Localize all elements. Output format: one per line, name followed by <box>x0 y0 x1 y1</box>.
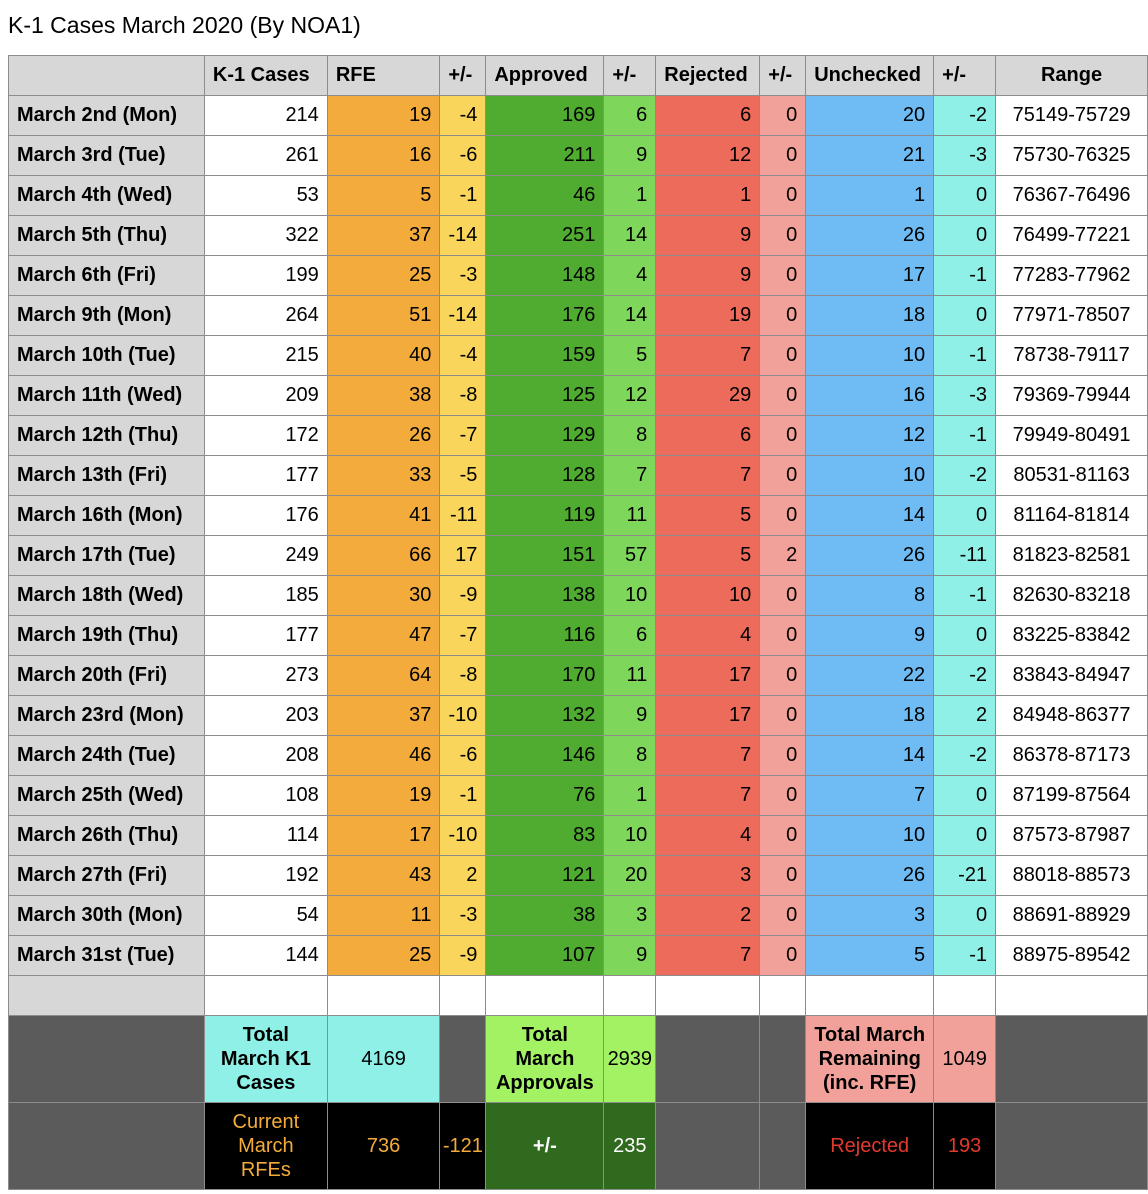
cases-cell: 54 <box>204 896 327 936</box>
rfe-cell: 26 <box>327 416 440 456</box>
rfe-cell: 37 <box>327 216 440 256</box>
rfe-delta-cell: -4 <box>440 336 486 376</box>
rejected-delta-cell: 0 <box>760 256 806 296</box>
approved-cell: 169 <box>486 96 604 136</box>
unchecked-delta-cell: 0 <box>934 616 996 656</box>
day-cell: March 4th (Wed) <box>9 176 205 216</box>
rejected-cell: 7 <box>656 336 760 376</box>
table-row <box>9 576 1148 616</box>
rejected-cell: 9 <box>656 216 760 256</box>
unchecked-cell: 21 <box>806 136 934 176</box>
cases-cell: 273 <box>204 656 327 696</box>
approved-cell: 148 <box>486 256 604 296</box>
cases-cell: 208 <box>204 736 327 776</box>
range-cell: 81823-82581 <box>996 536 1148 576</box>
rejected-delta-cell: 0 <box>760 816 806 856</box>
rfe-delta-cell: -11 <box>440 496 486 536</box>
unchecked-cell: 17 <box>806 256 934 296</box>
cases-cell: 108 <box>204 776 327 816</box>
table-row <box>9 216 1148 256</box>
unchecked-cell: 14 <box>806 496 934 536</box>
unchecked-cell: 18 <box>806 296 934 336</box>
table-row <box>9 296 1148 336</box>
rfe-cell: 37 <box>327 696 440 736</box>
day-cell: March 3rd (Tue) <box>9 136 205 176</box>
approved-delta-cell: 20 <box>604 856 656 896</box>
rfe-cell: 25 <box>327 256 440 296</box>
approved-delta-cell: 8 <box>604 736 656 776</box>
range-cell: 88691-88929 <box>996 896 1148 936</box>
rejected-delta-cell: 0 <box>760 336 806 376</box>
rfe-delta-cell: -1 <box>440 776 486 816</box>
header-cases: K-1 Cases <box>204 56 327 96</box>
rfe-cell: 19 <box>327 776 440 816</box>
unchecked-cell: 3 <box>806 896 934 936</box>
approved-delta-cell: 14 <box>604 296 656 336</box>
day-cell: March 23rd (Mon) <box>9 696 205 736</box>
unchecked-delta-cell: -2 <box>934 96 996 136</box>
day-cell: March 6th (Fri) <box>9 256 205 296</box>
rejected-delta-cell: 0 <box>760 496 806 536</box>
rfe-cell: 17 <box>327 816 440 856</box>
unchecked-delta-cell: -2 <box>934 736 996 776</box>
rfe-delta-cell: -6 <box>440 136 486 176</box>
unchecked-delta-cell: 0 <box>934 296 996 336</box>
rejected-cell: 6 <box>656 416 760 456</box>
rfe-delta-cell: -8 <box>440 656 486 696</box>
unchecked-cell: 5 <box>806 936 934 976</box>
approved-cell: 125 <box>486 376 604 416</box>
day-cell: March 20th (Fri) <box>9 656 205 696</box>
unchecked-cell: 10 <box>806 816 934 856</box>
approved-cell: 76 <box>486 776 604 816</box>
range-cell: 81164-81814 <box>996 496 1148 536</box>
rfe-delta-cell: -14 <box>440 216 486 256</box>
rejected-delta-cell: 0 <box>760 456 806 496</box>
rfe-delta-cell: -5 <box>440 456 486 496</box>
unchecked-delta-cell: -2 <box>934 656 996 696</box>
rejected-delta-cell: 0 <box>760 736 806 776</box>
table-row <box>9 256 1148 296</box>
unchecked-delta-cell: 0 <box>934 216 996 256</box>
total-approvals-value: 2939 <box>604 1016 656 1103</box>
rejected-value: 193 <box>934 1103 996 1190</box>
approved-cell: 151 <box>486 536 604 576</box>
range-cell: 77283-77962 <box>996 256 1148 296</box>
unchecked-cell: 10 <box>806 456 934 496</box>
approved-delta-cell: 11 <box>604 656 656 696</box>
header-day <box>9 56 205 96</box>
rfe-delta-cell: -4 <box>440 96 486 136</box>
range-cell: 76499-77221 <box>996 216 1148 256</box>
rejected-cell: 1 <box>656 176 760 216</box>
unchecked-delta-cell: 0 <box>934 776 996 816</box>
approved-cell: 121 <box>486 856 604 896</box>
page-title: K-1 Cases March 2020 (By NOA1) <box>8 12 361 38</box>
range-cell: 82630-83218 <box>996 576 1148 616</box>
total-approvals-label: Total March Approvals <box>486 1016 604 1103</box>
current-row <box>9 1103 1148 1190</box>
approved-cell: 46 <box>486 176 604 216</box>
cases-cell: 172 <box>204 416 327 456</box>
rejected-delta-cell: 0 <box>760 296 806 336</box>
rejected-cell: 4 <box>656 616 760 656</box>
unchecked-delta-cell: 0 <box>934 496 996 536</box>
approved-delta-cell: 3 <box>604 896 656 936</box>
table-row <box>9 536 1148 576</box>
day-cell: March 5th (Thu) <box>9 216 205 256</box>
cases-cell: 209 <box>204 376 327 416</box>
approved-cell: 128 <box>486 456 604 496</box>
table-row <box>9 776 1148 816</box>
approved-delta-cell: 7 <box>604 456 656 496</box>
day-cell: March 26th (Thu) <box>9 816 205 856</box>
approvals-delta-label: +/- <box>486 1103 604 1190</box>
unchecked-delta-cell: -2 <box>934 456 996 496</box>
cases-cell: 322 <box>204 216 327 256</box>
rejected-delta-cell: 0 <box>760 776 806 816</box>
range-cell: 83843-84947 <box>996 656 1148 696</box>
range-cell: 83225-83842 <box>996 616 1148 656</box>
approved-delta-cell: 6 <box>604 96 656 136</box>
table-row <box>9 456 1148 496</box>
cases-cell: 249 <box>204 536 327 576</box>
day-cell: March 25th (Wed) <box>9 776 205 816</box>
rejected-cell: 17 <box>656 656 760 696</box>
range-cell: 76367-76496 <box>996 176 1148 216</box>
cases-cell: 215 <box>204 336 327 376</box>
range-cell: 80531-81163 <box>996 456 1148 496</box>
rejected-cell: 7 <box>656 776 760 816</box>
day-cell: March 9th (Mon) <box>9 296 205 336</box>
unchecked-cell: 12 <box>806 416 934 456</box>
rejected-cell: 12 <box>656 136 760 176</box>
day-cell: March 2nd (Mon) <box>9 96 205 136</box>
rfe-cell: 16 <box>327 136 440 176</box>
day-cell: March 13th (Fri) <box>9 456 205 496</box>
unchecked-delta-cell: -21 <box>934 856 996 896</box>
approved-cell: 129 <box>486 416 604 456</box>
unchecked-delta-cell: 0 <box>934 896 996 936</box>
cases-cell: 176 <box>204 496 327 536</box>
unchecked-delta-cell: -3 <box>934 376 996 416</box>
approved-delta-cell: 57 <box>604 536 656 576</box>
rfe-cell: 30 <box>327 576 440 616</box>
approved-delta-cell: 5 <box>604 336 656 376</box>
unchecked-delta-cell: -1 <box>934 256 996 296</box>
range-cell: 75730-76325 <box>996 136 1148 176</box>
approved-delta-cell: 1 <box>604 776 656 816</box>
approved-delta-cell: 9 <box>604 696 656 736</box>
approved-delta-cell: 4 <box>604 256 656 296</box>
header-unchecked: Unchecked <box>806 56 934 96</box>
rfe-cell: 25 <box>327 936 440 976</box>
table-row <box>9 416 1148 456</box>
current-rfes-label: Current March RFEs <box>204 1103 327 1190</box>
rfe-cell: 64 <box>327 656 440 696</box>
rfe-delta-cell: 17 <box>440 536 486 576</box>
table-row <box>9 896 1148 936</box>
range-cell: 87199-87564 <box>996 776 1148 816</box>
rfe-delta-cell: -9 <box>440 936 486 976</box>
range-cell: 75149-75729 <box>996 96 1148 136</box>
header-approved-delta: +/- <box>604 56 656 96</box>
approved-delta-cell: 11 <box>604 496 656 536</box>
approved-delta-cell: 12 <box>604 376 656 416</box>
rejected-cell: 19 <box>656 296 760 336</box>
rfe-delta-cell: -7 <box>440 416 486 456</box>
table-row <box>9 936 1148 976</box>
table-row <box>9 616 1148 656</box>
rejected-delta-cell: 0 <box>760 856 806 896</box>
table-row <box>9 176 1148 216</box>
rejected-delta-cell: 0 <box>760 576 806 616</box>
header-rejected: Rejected <box>656 56 760 96</box>
total-cases-label: Total March K1 Cases <box>204 1016 327 1103</box>
unchecked-cell: 18 <box>806 696 934 736</box>
approvals-delta-value: 235 <box>604 1103 656 1190</box>
rejected-delta-cell: 0 <box>760 616 806 656</box>
cases-cell: 214 <box>204 96 327 136</box>
rfe-cell: 66 <box>327 536 440 576</box>
day-cell: March 18th (Wed) <box>9 576 205 616</box>
range-cell: 88975-89542 <box>996 936 1148 976</box>
rfe-delta-cell: -3 <box>440 896 486 936</box>
header-range: Range <box>996 56 1148 96</box>
cases-cell: 53 <box>204 176 327 216</box>
unchecked-cell: 26 <box>806 856 934 896</box>
rfe-cell: 19 <box>327 96 440 136</box>
day-cell: March 16th (Mon) <box>9 496 205 536</box>
rejected-delta-cell: 0 <box>760 696 806 736</box>
approved-delta-cell: 8 <box>604 416 656 456</box>
cases-cell: 177 <box>204 456 327 496</box>
approved-delta-cell: 10 <box>604 576 656 616</box>
unchecked-cell: 22 <box>806 656 934 696</box>
unchecked-cell: 16 <box>806 376 934 416</box>
approved-cell: 119 <box>486 496 604 536</box>
range-cell: 86378-87173 <box>996 736 1148 776</box>
rejected-cell: 9 <box>656 256 760 296</box>
unchecked-delta-cell: -3 <box>934 136 996 176</box>
day-cell: March 12th (Thu) <box>9 416 205 456</box>
unchecked-cell: 10 <box>806 336 934 376</box>
rfe-delta-cell: -8 <box>440 376 486 416</box>
table-row <box>9 696 1148 736</box>
range-cell: 78738-79117 <box>996 336 1148 376</box>
approved-cell: 170 <box>486 656 604 696</box>
day-cell: March 19th (Thu) <box>9 616 205 656</box>
rejected-cell: 4 <box>656 816 760 856</box>
rejected-delta-cell: 0 <box>760 176 806 216</box>
rfe-delta-cell: -6 <box>440 736 486 776</box>
remaining-value: 1049 <box>934 1016 996 1103</box>
rejected-delta-cell: 0 <box>760 136 806 176</box>
approved-delta-cell: 14 <box>604 216 656 256</box>
rfe-delta-cell: -3 <box>440 256 486 296</box>
rfe-delta-cell: -10 <box>440 696 486 736</box>
table-row <box>9 856 1148 896</box>
header-rfe-delta: +/- <box>440 56 486 96</box>
unchecked-delta-cell: -11 <box>934 536 996 576</box>
approved-cell: 132 <box>486 696 604 736</box>
range-cell: 88018-88573 <box>996 856 1148 896</box>
unchecked-cell: 14 <box>806 736 934 776</box>
cases-cell: 264 <box>204 296 327 336</box>
rfe-cell: 33 <box>327 456 440 496</box>
header-rejected-delta: +/- <box>760 56 806 96</box>
rfe-cell: 38 <box>327 376 440 416</box>
range-cell: 79369-79944 <box>996 376 1148 416</box>
rejected-delta-cell: 0 <box>760 416 806 456</box>
current-rfes-value: 736 <box>327 1103 440 1190</box>
rfe-cell: 11 <box>327 896 440 936</box>
rfe-cell: 41 <box>327 496 440 536</box>
day-cell: March 10th (Tue) <box>9 336 205 376</box>
rejected-cell: 10 <box>656 576 760 616</box>
approved-cell: 83 <box>486 816 604 856</box>
approved-cell: 107 <box>486 936 604 976</box>
table-row <box>9 336 1148 376</box>
day-cell: March 27th (Fri) <box>9 856 205 896</box>
table-row <box>9 96 1148 136</box>
rejected-cell: 7 <box>656 736 760 776</box>
rfe-cell: 46 <box>327 736 440 776</box>
approved-cell: 116 <box>486 616 604 656</box>
approved-delta-cell: 9 <box>604 136 656 176</box>
k1-cases-table <box>8 55 1148 1190</box>
table-row <box>9 736 1148 776</box>
unchecked-delta-cell: 0 <box>934 816 996 856</box>
rejected-cell: 17 <box>656 696 760 736</box>
unchecked-cell: 1 <box>806 176 934 216</box>
cases-cell: 177 <box>204 616 327 656</box>
range-cell: 87573-87987 <box>996 816 1148 856</box>
header-approved: Approved <box>486 56 604 96</box>
rejected-delta-cell: 0 <box>760 376 806 416</box>
approved-cell: 146 <box>486 736 604 776</box>
unchecked-delta-cell: -1 <box>934 416 996 456</box>
header-rfe: RFE <box>327 56 440 96</box>
approved-cell: 176 <box>486 296 604 336</box>
range-cell: 79949-80491 <box>996 416 1148 456</box>
unchecked-delta-cell: -1 <box>934 336 996 376</box>
summary-row <box>9 1016 1148 1103</box>
day-cell: March 31st (Tue) <box>9 936 205 976</box>
approved-cell: 159 <box>486 336 604 376</box>
rfe-cell: 5 <box>327 176 440 216</box>
approved-cell: 211 <box>486 136 604 176</box>
unchecked-cell: 20 <box>806 96 934 136</box>
rfe-cell: 43 <box>327 856 440 896</box>
unchecked-delta-cell: 0 <box>934 176 996 216</box>
table-row <box>9 656 1148 696</box>
approved-cell: 38 <box>486 896 604 936</box>
rfe-delta-cell: -1 <box>440 176 486 216</box>
day-cell: March 30th (Mon) <box>9 896 205 936</box>
approved-delta-cell: 6 <box>604 616 656 656</box>
rfe-cell: 51 <box>327 296 440 336</box>
table-row <box>9 496 1148 536</box>
rfe-delta-cell: -10 <box>440 816 486 856</box>
total-cases-value: 4169 <box>327 1016 440 1103</box>
unchecked-cell: 7 <box>806 776 934 816</box>
cases-cell: 261 <box>204 136 327 176</box>
rfe-delta-cell: -9 <box>440 576 486 616</box>
unchecked-delta-cell: -1 <box>934 576 996 616</box>
rejected-cell: 6 <box>656 96 760 136</box>
rejected-delta-cell: 0 <box>760 896 806 936</box>
unchecked-cell: 8 <box>806 576 934 616</box>
day-cell: March 24th (Tue) <box>9 736 205 776</box>
cases-cell: 144 <box>204 936 327 976</box>
table-row <box>9 136 1148 176</box>
day-cell: March 17th (Tue) <box>9 536 205 576</box>
day-cell: March 11th (Wed) <box>9 376 205 416</box>
table-row <box>9 816 1148 856</box>
rejected-delta-cell: 0 <box>760 936 806 976</box>
remaining-label: Total March Remaining (inc. RFE) <box>806 1016 934 1103</box>
range-cell: 84948-86377 <box>996 696 1148 736</box>
header-unchecked-delta: +/- <box>934 56 996 96</box>
unchecked-cell: 9 <box>806 616 934 656</box>
unchecked-delta-cell: -1 <box>934 936 996 976</box>
rejected-cell: 7 <box>656 936 760 976</box>
rfe-delta-cell: -7 <box>440 616 486 656</box>
cases-cell: 192 <box>204 856 327 896</box>
approved-delta-cell: 1 <box>604 176 656 216</box>
rejected-cell: 7 <box>656 456 760 496</box>
rejected-label: Rejected <box>806 1103 934 1190</box>
unchecked-cell: 26 <box>806 536 934 576</box>
rfe-delta-cell: -14 <box>440 296 486 336</box>
rfe-cell: 47 <box>327 616 440 656</box>
range-cell: 77971-78507 <box>996 296 1148 336</box>
rejected-delta-cell: 0 <box>760 216 806 256</box>
rfe-delta-cell: 2 <box>440 856 486 896</box>
rejected-cell: 5 <box>656 496 760 536</box>
approved-cell: 251 <box>486 216 604 256</box>
approved-cell: 138 <box>486 576 604 616</box>
rejected-cell: 5 <box>656 536 760 576</box>
rejected-delta-cell: 0 <box>760 96 806 136</box>
cases-cell: 185 <box>204 576 327 616</box>
empty-row <box>9 976 1148 1016</box>
current-rfes-delta: -121 <box>440 1103 486 1190</box>
cases-cell: 203 <box>204 696 327 736</box>
rejected-cell: 29 <box>656 376 760 416</box>
header-row <box>9 56 1148 96</box>
approved-delta-cell: 9 <box>604 936 656 976</box>
rejected-delta-cell: 2 <box>760 536 806 576</box>
table-row <box>9 376 1148 416</box>
cases-cell: 199 <box>204 256 327 296</box>
rejected-cell: 3 <box>656 856 760 896</box>
unchecked-cell: 26 <box>806 216 934 256</box>
rejected-delta-cell: 0 <box>760 656 806 696</box>
unchecked-delta-cell: 2 <box>934 696 996 736</box>
cases-cell: 114 <box>204 816 327 856</box>
rfe-cell: 40 <box>327 336 440 376</box>
approved-delta-cell: 10 <box>604 816 656 856</box>
rejected-cell: 2 <box>656 896 760 936</box>
